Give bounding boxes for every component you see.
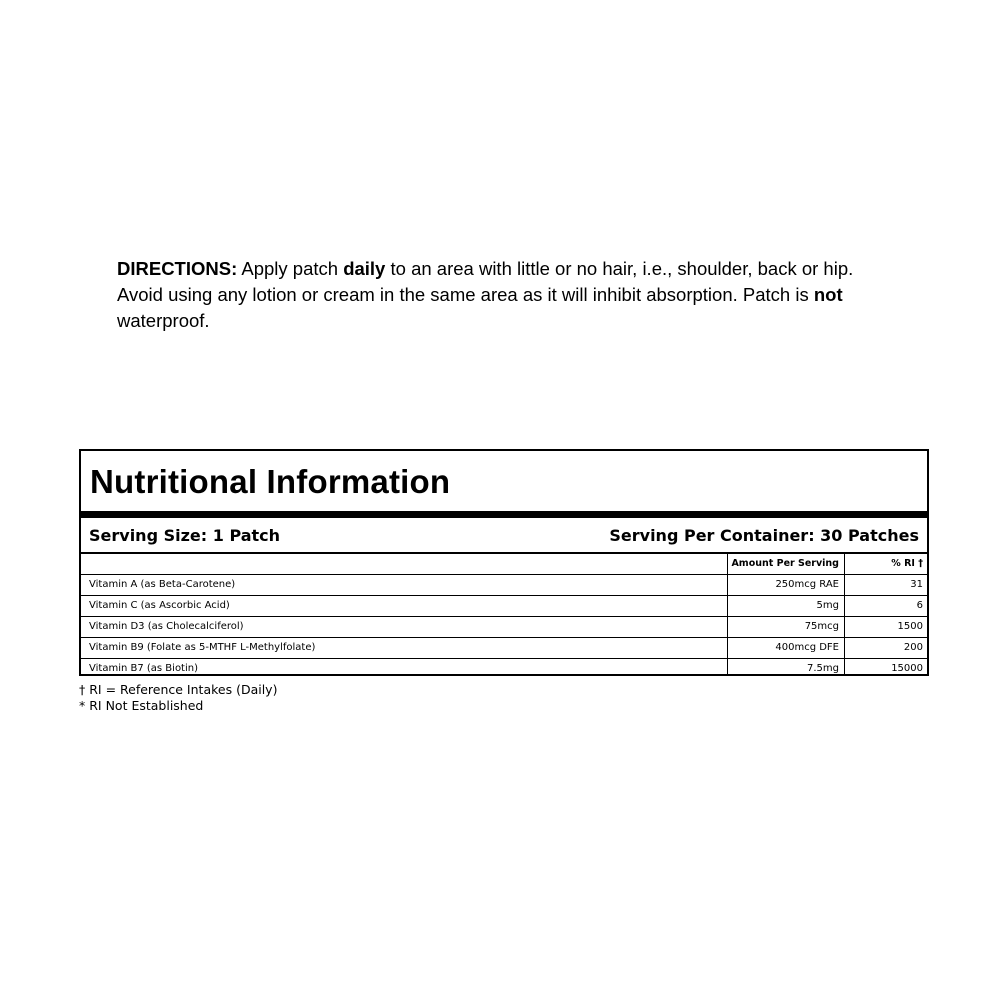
- nutrient-ri: 200: [903, 642, 923, 653]
- table-row: [81, 617, 927, 638]
- nutrient-ri: 6: [916, 600, 923, 611]
- nutrient-amount: 250mcg RAE: [775, 579, 839, 590]
- footnotes: [79, 682, 277, 714]
- column-header-amount: Amount Per Serving: [731, 558, 839, 569]
- thick-divider: [81, 511, 927, 518]
- directions-emphasis-daily: daily: [343, 258, 386, 279]
- table-row: [81, 575, 927, 596]
- serving-per-container: Serving Per Container: 30 Patches: [609, 526, 919, 545]
- table-header-row: [81, 554, 927, 575]
- directions-part: waterproof.: [117, 310, 210, 331]
- table-row: [81, 659, 927, 679]
- nutrient-name: Vitamin C (as Ascorbic Acid): [89, 600, 230, 611]
- nutrient-amount: 400mcg DFE: [775, 642, 839, 653]
- column-divider: [844, 554, 845, 674]
- nutrient-name: Vitamin B7 (as Biotin): [89, 663, 198, 674]
- nutrient-ri: 31: [910, 579, 923, 590]
- table-row: [81, 596, 927, 617]
- nutrient-name: Vitamin B9 (Folate as 5-MTHF L-Methylfolate): [89, 642, 316, 653]
- nutrient-amount: 7.5mg: [807, 663, 839, 674]
- directions-emphasis-not: not: [813, 284, 843, 305]
- nutrient-amount: 5mg: [816, 600, 839, 611]
- panel-title: Nutritional Information: [90, 463, 451, 500]
- nutrition-panel: [79, 449, 929, 676]
- nutrient-ri: 15000: [891, 663, 923, 674]
- nutrient-table: [81, 554, 927, 679]
- footnote-not-established: * RI Not Established: [79, 698, 204, 713]
- footnote-ri: † RI = Reference Intakes (Daily): [79, 682, 278, 697]
- nutrient-ri: 1500: [897, 621, 923, 632]
- directions-text: [117, 256, 897, 334]
- table-row: [81, 638, 927, 659]
- nutrient-name: Vitamin A (as Beta-Carotene): [89, 579, 236, 590]
- nutrient-name: Vitamin D3 (as Cholecalciferol): [89, 621, 244, 632]
- directions-part: to an area with little or no hair, i.e., shoulder, back or hip. Avoid using any lotion or cream in the same area as it will inhibit absorption. Patch is: [117, 258, 854, 305]
- column-divider: [727, 554, 728, 674]
- nutrient-amount: 75mcg: [804, 621, 839, 632]
- directions-part: Apply patch: [237, 258, 344, 279]
- column-header-ri: % RI †: [891, 558, 923, 569]
- directions-label: DIRECTIONS:: [117, 258, 238, 279]
- serving-size: Serving Size: 1 Patch: [89, 526, 281, 545]
